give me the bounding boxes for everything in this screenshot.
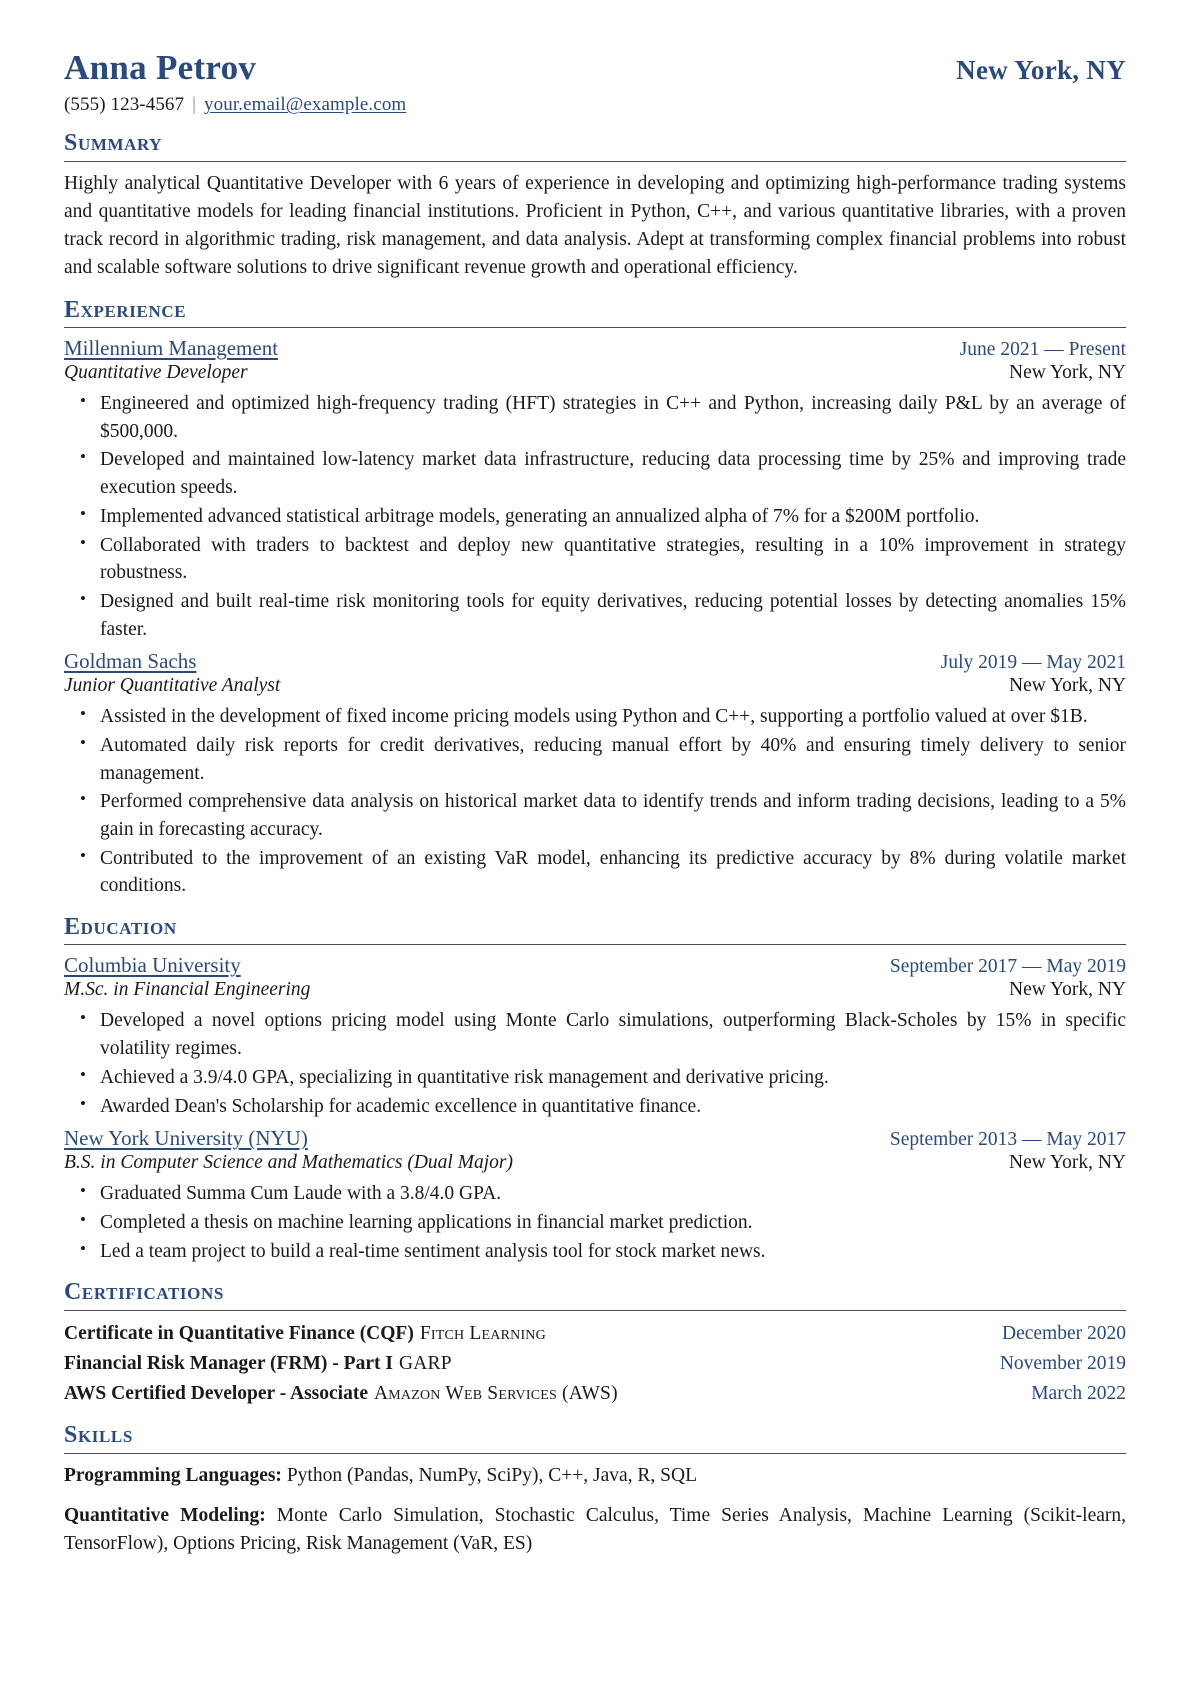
certification-label: [64, 1379, 618, 1408]
list-item: • Designed and built real-time risk monitoring tools for equity derivatives, reducing potential losses by detecting anomalies 15% faster.: [98, 588, 1126, 643]
certification-name: Certificate in Quantitative Finance (CQF): [64, 1322, 414, 1344]
certification-name: Financial Risk Manager (FRM) - Part I: [64, 1352, 393, 1374]
certifications-heading: Certifications: [64, 1279, 224, 1306]
skills-divider: [64, 1453, 1126, 1454]
summary-text: Highly analytical Quantitative Developer with 6 years of experience in developing and optimizing high-performance trading systems and quantitative models for leading financial institutions. Proficient in Python, C++, and various quantitative libraries, with a proven track record in algorithmic trading, risk management, and data analysis. Adept at transforming complex financial problems into robust and scalable software solutions to drive significant revenue growth and operational efficiency.: [64, 172, 1126, 279]
certification-date: March 2022: [1031, 1383, 1126, 1405]
entry-subheader-row: [64, 1152, 1126, 1174]
job-location: New York, NY: [1008, 362, 1126, 384]
job-title: Quantitative Developer: [64, 362, 248, 384]
entry-header-row: [64, 1126, 1126, 1151]
skill-category: Quantitative Modeling:: [64, 1505, 266, 1527]
education-heading: Education: [64, 914, 177, 941]
section-summary: [64, 130, 1126, 282]
school-location: New York, NY: [1008, 979, 1126, 1001]
certification-date: December 2020: [1002, 1322, 1126, 1344]
certification-date: November 2019: [999, 1352, 1126, 1374]
resume-header: [64, 48, 1126, 88]
degree-title: B.S. in Computer Science and Mathematics (Dual Major): [64, 1152, 513, 1174]
email-link[interactable]: your.email@example.com: [204, 94, 407, 116]
list-item: • Led a team project to build a real-time sentiment analysis tool for stock market news.: [98, 1238, 1126, 1266]
entry-subheader-row: [64, 362, 1126, 384]
education-divider: [64, 944, 1126, 945]
school-name[interactable]: Columbia University: [64, 953, 241, 978]
entry-header-row: [64, 336, 1126, 361]
section-certifications: [64, 1279, 1126, 1408]
list-item: • Completed a thesis on machine learning applications in financial market prediction.: [98, 1209, 1126, 1237]
list-item: • Developed and maintained low-latency market data infrastructure, reducing data processing time by 25% and improving trade execution speeds.: [98, 446, 1126, 501]
skills-heading: Skills: [64, 1422, 133, 1449]
summary-heading: Summary: [64, 130, 163, 157]
education-highlights-list: [64, 1007, 1126, 1120]
contact-separator: |: [192, 94, 197, 116]
section-experience: [64, 297, 1126, 900]
skill-values: Monte Carlo Simulation, Stochastic Calculus, Time Series Analysis, Machine Learning (Scikit-learn, TensorFlow), Options Pricing, Risk Management (VaR, ES): [64, 1505, 1127, 1555]
entry-header-row: [64, 649, 1126, 674]
list-item: • Contributed to the improvement of an existing VaR model, enhancing its predictive accuracy by 8% during volatile market conditions.: [98, 845, 1126, 900]
list-item: • Engineered and optimized high-frequency trading (HFT) strategies in C++ and Python, increasing daily P&L by an average of $500,000.: [98, 390, 1126, 445]
list-item: • Implemented advanced statistical arbitrage models, generating an annualized alpha of 7% for a $200M portfolio.: [98, 503, 1126, 531]
certification-name: AWS Certified Developer - Associate: [64, 1383, 368, 1405]
certification-issuer: GARP: [398, 1352, 452, 1374]
job-location: New York, NY: [1008, 675, 1126, 697]
section-education: [64, 914, 1126, 1265]
employment-dates: July 2019 — May 2021: [940, 652, 1126, 674]
certification-issuer: Amazon Web Services (AWS): [374, 1383, 618, 1405]
employer-name[interactable]: Goldman Sachs: [64, 649, 197, 674]
education-dates: September 2017 — May 2019: [889, 956, 1126, 978]
education-dates: September 2013 — May 2017: [889, 1129, 1126, 1151]
list-item: • Awarded Dean's Scholarship for academic excellence in quantitative finance.: [98, 1093, 1126, 1121]
school-name[interactable]: New York University (NYU): [64, 1126, 308, 1151]
certification-issuer: Fitch Learning: [419, 1322, 546, 1344]
experience-entry: [64, 649, 1126, 900]
list-item: • Developed a novel options pricing model using Monte Carlo simulations, outperforming Black-Scholes by 15% in specific volatility regimes.: [98, 1007, 1126, 1062]
certification-label: [64, 1349, 452, 1378]
job-title: Junior Quantitative Analyst: [64, 675, 281, 697]
experience-entry: [64, 336, 1126, 643]
employer-name[interactable]: Millennium Management: [64, 336, 279, 361]
list-item: • Performed comprehensive data analysis on historical market data to identify trends and inform trading decisions, leading to a 5% gain in forecasting accuracy.: [98, 788, 1126, 843]
list-item: • Automated daily risk reports for credit derivatives, reducing manual effort by 40% and ensuring timely delivery to senior management.: [98, 732, 1126, 787]
phone-number: (555) 123-4567: [64, 94, 185, 116]
certification-row: [64, 1349, 1126, 1378]
certification-row: [64, 1319, 1126, 1348]
contact-line: [64, 94, 1126, 116]
certifications-divider: [64, 1310, 1126, 1311]
list-item: • Achieved a 3.9/4.0 GPA, specializing in quantitative risk management and derivative pricing.: [98, 1064, 1126, 1092]
candidate-name: Anna Petrov: [64, 48, 257, 87]
experience-divider: [64, 327, 1126, 328]
experience-heading: Experience: [64, 296, 187, 323]
skill-row: [64, 1502, 1126, 1559]
degree-title: M.Sc. in Financial Engineering: [64, 979, 311, 1001]
candidate-location: New York, NY: [956, 55, 1126, 85]
entry-subheader-row: [64, 979, 1126, 1001]
skill-values: Python (Pandas, NumPy, SciPy), C++, Java, R, SQL: [286, 1464, 698, 1486]
employment-dates: June 2021 — Present: [959, 339, 1126, 361]
entry-header-row: [64, 953, 1126, 978]
education-entry: [64, 953, 1126, 1120]
responsibility-list: [64, 390, 1126, 643]
list-item: • Collaborated with traders to backtest and deploy new quantitative strategies, resulting in a 10% improvement in strategy robustness.: [98, 532, 1126, 587]
responsibility-list: [64, 703, 1126, 900]
certification-row: [64, 1379, 1126, 1408]
certification-label: [64, 1319, 546, 1348]
list-item: • Assisted in the development of fixed income pricing models using Python and C++, supporting a portfolio valued at over $1B.: [98, 703, 1126, 731]
school-location: New York, NY: [1008, 1152, 1126, 1174]
section-skills: [64, 1422, 1126, 1558]
entry-subheader-row: [64, 675, 1126, 697]
skill-category: Programming Languages:: [64, 1464, 282, 1486]
summary-divider: [64, 161, 1126, 162]
list-item: • Graduated Summa Cum Laude with a 3.8/4.0 GPA.: [98, 1180, 1126, 1208]
skill-row: [64, 1462, 1126, 1490]
education-entry: [64, 1126, 1126, 1265]
education-highlights-list: [64, 1180, 1126, 1265]
